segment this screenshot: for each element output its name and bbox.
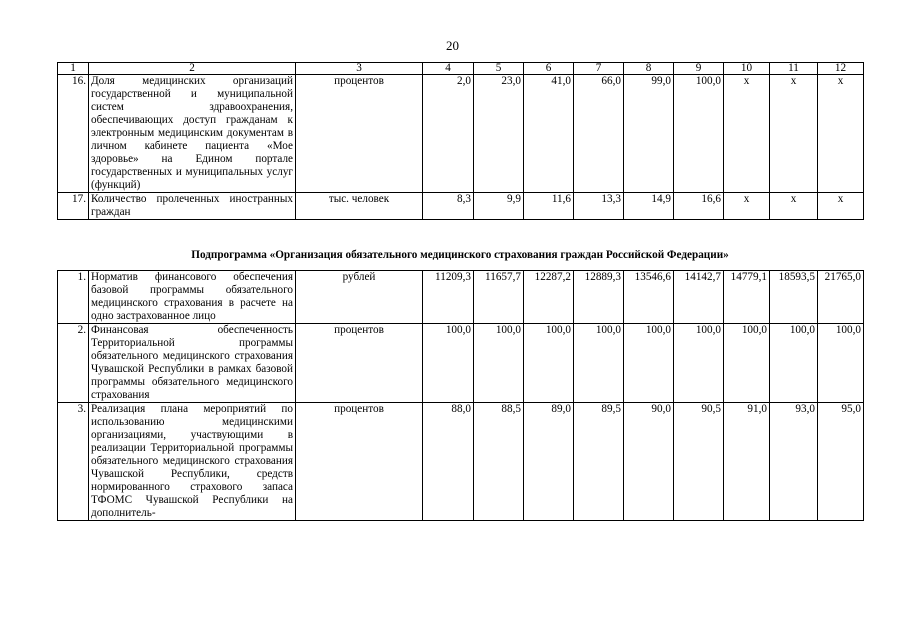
value-cell: 14142,7: [674, 271, 724, 324]
value-cell: х: [818, 193, 864, 220]
value-cell: х: [770, 193, 818, 220]
unit: рублей: [296, 271, 423, 324]
value-cell: 14779,1: [724, 271, 770, 324]
row-number: 3.: [58, 403, 89, 521]
value-cell: 11657,7: [474, 271, 524, 324]
column-number: 9: [674, 63, 724, 75]
indicators-table: [57, 62, 864, 220]
value-cell: 88,5: [474, 403, 524, 521]
value-cell: х: [770, 75, 818, 193]
value-cell: 100,0: [624, 324, 674, 403]
value-cell: 89,0: [524, 403, 574, 521]
value-cell: 88,0: [423, 403, 474, 521]
value-cell: х: [724, 75, 770, 193]
value-cell: 11,6: [524, 193, 574, 220]
value-cell: 100,0: [674, 324, 724, 403]
column-number: 7: [574, 63, 624, 75]
value-cell: 14,9: [624, 193, 674, 220]
row-number: 2.: [58, 324, 89, 403]
table-row: [58, 271, 864, 324]
value-cell: 11209,3: [423, 271, 474, 324]
value-cell: 66,0: [574, 75, 624, 193]
value-cell: 41,0: [524, 75, 574, 193]
indicator-name: Норматив финансового обеспечения базовой программы обязательного медицинского страхования в расчете на одно застрахованное лицо: [89, 271, 296, 324]
column-number: 10: [724, 63, 770, 75]
value-cell: 13546,6: [624, 271, 674, 324]
indicator-name: Доля медицинских организаций государственной и муниципальной систем здравоохранения, обеспечивающих доступ гражданам к электронным медицинским документам в личном кабинете пациента «Мое здоровье» на Едином портале государственных и муниципальных услуг (функций): [89, 75, 296, 193]
row-number: 17.: [58, 193, 89, 220]
value-cell: 89,5: [574, 403, 624, 521]
value-cell: 12287,2: [524, 271, 574, 324]
value-cell: х: [818, 75, 864, 193]
column-number: 3: [296, 63, 423, 75]
value-cell: 23,0: [474, 75, 524, 193]
value-cell: 100,0: [574, 324, 624, 403]
value-cell: 95,0: [818, 403, 864, 521]
value-cell: х: [724, 193, 770, 220]
indicator-name: Финансовая обеспеченность Территориальной программы обязательного медицинского страхования Чувашской Республики в рамках базовой программы обязательного медицинского страхования: [89, 324, 296, 403]
value-cell: 2,0: [423, 75, 474, 193]
table-row: [58, 324, 864, 403]
column-number: 5: [474, 63, 524, 75]
value-cell: 21765,0: [818, 271, 864, 324]
value-cell: 91,0: [724, 403, 770, 521]
value-cell: 8,3: [423, 193, 474, 220]
value-cell: 100,0: [724, 324, 770, 403]
page-number: 20: [446, 38, 459, 53]
value-cell: 100,0: [674, 75, 724, 193]
unit: тыс. человек: [296, 193, 423, 220]
table-row: [58, 75, 864, 193]
column-number: 8: [624, 63, 674, 75]
value-cell: 90,5: [674, 403, 724, 521]
column-number: 1: [58, 63, 89, 75]
unit: процентов: [296, 75, 423, 193]
unit: процентов: [296, 324, 423, 403]
table-row: [58, 193, 864, 220]
column-number: 12: [818, 63, 864, 75]
column-number-row: [58, 63, 864, 75]
value-cell: 100,0: [524, 324, 574, 403]
value-cell: 99,0: [624, 75, 674, 193]
value-cell: 90,0: [624, 403, 674, 521]
indicator-name: Реализация плана мероприятий по использованию медицинскими организациями, участвующими в реализации Территориальной программы обязательного медицинского страхования Чувашской Республики, средств нормированного страхового запаса ТФОМС Чувашской Республики на дополнитель-: [89, 403, 296, 521]
column-number: 11: [770, 63, 818, 75]
column-number: 4: [423, 63, 474, 75]
column-number: 6: [524, 63, 574, 75]
row-number: 1.: [58, 271, 89, 324]
column-number: 2: [89, 63, 296, 75]
row-number: 16.: [58, 75, 89, 193]
value-cell: 9,9: [474, 193, 524, 220]
indicator-name: Количество пролеченных иностранных граждан: [89, 193, 296, 220]
unit: процентов: [296, 403, 423, 521]
value-cell: 100,0: [818, 324, 864, 403]
value-cell: 100,0: [770, 324, 818, 403]
value-cell: 100,0: [423, 324, 474, 403]
table-row: [58, 403, 864, 521]
value-cell: 16,6: [674, 193, 724, 220]
subprogram-table: [57, 270, 864, 521]
value-cell: 93,0: [770, 403, 818, 521]
value-cell: 13,3: [574, 193, 624, 220]
value-cell: 100,0: [474, 324, 524, 403]
value-cell: 12889,3: [574, 271, 624, 324]
subprogram-title: Подпрограмма «Организация обязательного медицинского страхования граждан Российской Федерации»: [191, 249, 729, 261]
value-cell: 18593,5: [770, 271, 818, 324]
